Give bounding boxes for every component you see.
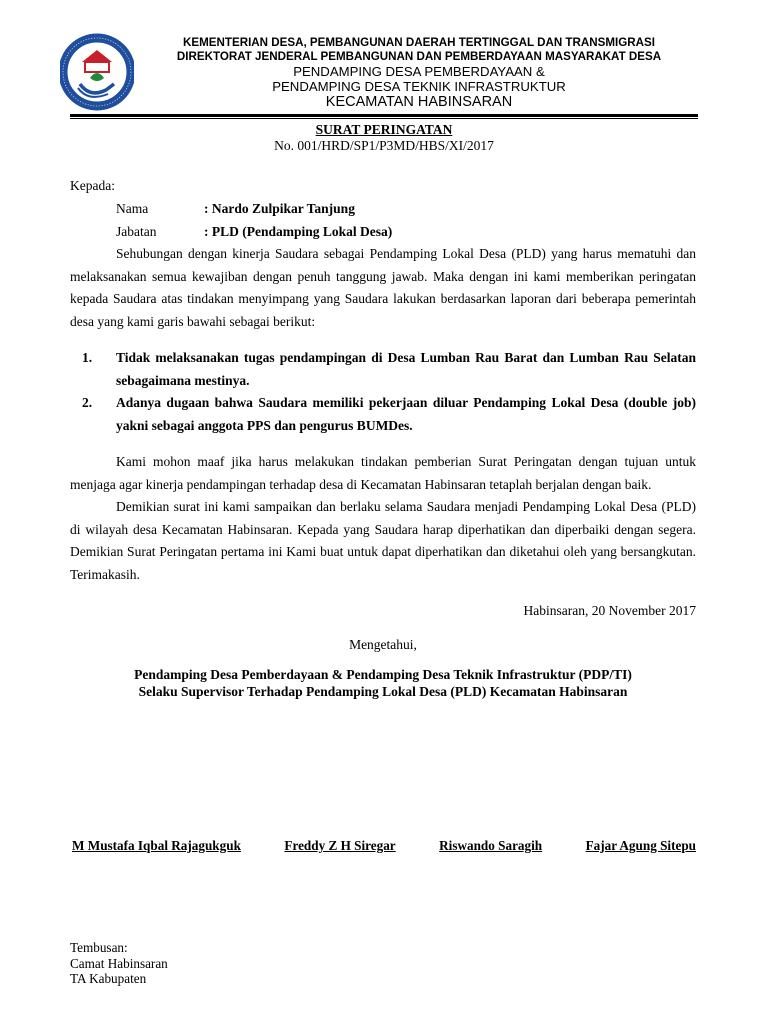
signer-name: Riswando Saragih xyxy=(439,838,543,853)
header-divider xyxy=(70,114,698,117)
directorate-name: DIREKTORAT JENDERAL PEMBANGUNAN DAN PEMBERDAYAAN MASYARAKAT DESA xyxy=(176,50,662,63)
unit-name-2: PENDAMPING DESA TEKNIK INFRASTRUKTUR xyxy=(272,79,566,94)
position-value: : PLD (Pendamping Lokal Desa) xyxy=(204,224,393,239)
cc-item: Camat Habinsaran xyxy=(70,955,168,971)
unit-name-1: PENDAMPING DESA PEMBERDAYAAN & xyxy=(293,64,545,79)
signing-organization: Pendamping Desa Pemberdayaan & Pendamping Desa Teknik Infrastruktur (PDP/TI) xyxy=(134,667,632,682)
signer-name: M Mustafa Iqbal Rajagukguk xyxy=(72,838,241,853)
ministry-name: KEMENTERIAN DESA, PEMBANGUNAN DAERAH TERTINGGAL DAN TRANSMIGRASI xyxy=(183,36,655,49)
letter-date: Habinsaran, 20 November 2017 xyxy=(523,603,696,618)
list-item: 1. Tidak melaksanakan tugas pendampingan di Desa Lumban Rau Barat dan Lumban Rau Selatan sebagaimana mestinya. xyxy=(82,350,696,388)
cc-item: TA Kabupaten xyxy=(70,971,147,986)
recipient-label: Kepada: xyxy=(70,178,115,193)
header-divider-thin xyxy=(70,118,698,119)
acknowledged-label: Mengetahui, xyxy=(349,637,417,652)
recipient-name-row xyxy=(70,197,696,220)
recipient-position-row xyxy=(70,220,696,243)
letter-body xyxy=(70,174,696,700)
name-label: Nama xyxy=(116,201,149,216)
cc-label: Tembusan: xyxy=(70,940,128,955)
carbon-copy xyxy=(70,940,168,987)
signer-name: Fajar Agung Sitepu xyxy=(585,838,696,853)
list-item: 2. Adanya dugaan bahwa Saudara memiliki pekerjaan diluar Pendamping Lokal Desa (double job) yakni sebagai anggota PPS dan pengurus BUMDes. xyxy=(82,395,696,433)
signer-name: Freddy Z H Siregar xyxy=(284,838,396,853)
name-value: : Nardo Zulpikar Tanjung xyxy=(204,201,355,216)
district-name: KECAMATAN HABINSARAN xyxy=(325,94,513,110)
ministry-logo xyxy=(60,32,134,116)
letter-title-block xyxy=(0,122,768,154)
paragraph-apology: Kami mohon maaf jika harus melakukan tindakan pemberian Surat Peringatan dengan tujuan untuk menjaga agar kinerja pendampingan terhadap desa di Kecamatan Habinsaran tetaplah berjalan dengan baik. xyxy=(70,454,696,492)
violations-list xyxy=(70,347,696,437)
letter-title: SURAT PERINGATAN xyxy=(315,122,453,137)
position-label: Jabatan xyxy=(116,224,157,239)
signatories xyxy=(72,838,696,854)
signing-role: Selaku Supervisor Terhadap Pendamping Lokal Desa (PLD) Kecamatan Habinsaran xyxy=(138,684,628,699)
paragraph-closing: Demikian surat ini kami sampaikan dan berlaku selama Saudara menjadi Pendamping Lokal Desa (PLD) di wilayah desa Kecamatan Habinsaran. Kepada yang Saudara harap diperhatikan dan diperbaiki dengan segera. Demikian Surat Peringatan pertama ini Kami buat untuk dapat diperhatikan dan diketahui oleh yang bersangkutan. Terimakasih. xyxy=(70,499,696,582)
paragraph-intro: Sehubungan dengan kinerja Saudara sebagai Pendamping Lokal Desa (PLD) yang harus mematuhi dan melaksanakan semua kewajiban dengan penuh tanggung jawab. Maka dengan ini kami memberikan peringatan kepada Saudara atas tindakan menyimpang yang Saudara lakukan berdasarkan laporan dari beberapa pemerintah desa yang kami garis bawahi sebagai berikut: xyxy=(70,246,696,329)
letterhead xyxy=(140,36,698,110)
letter-number: No. 001/HRD/SP1/P3MD/HBS/XI/2017 xyxy=(274,138,494,153)
